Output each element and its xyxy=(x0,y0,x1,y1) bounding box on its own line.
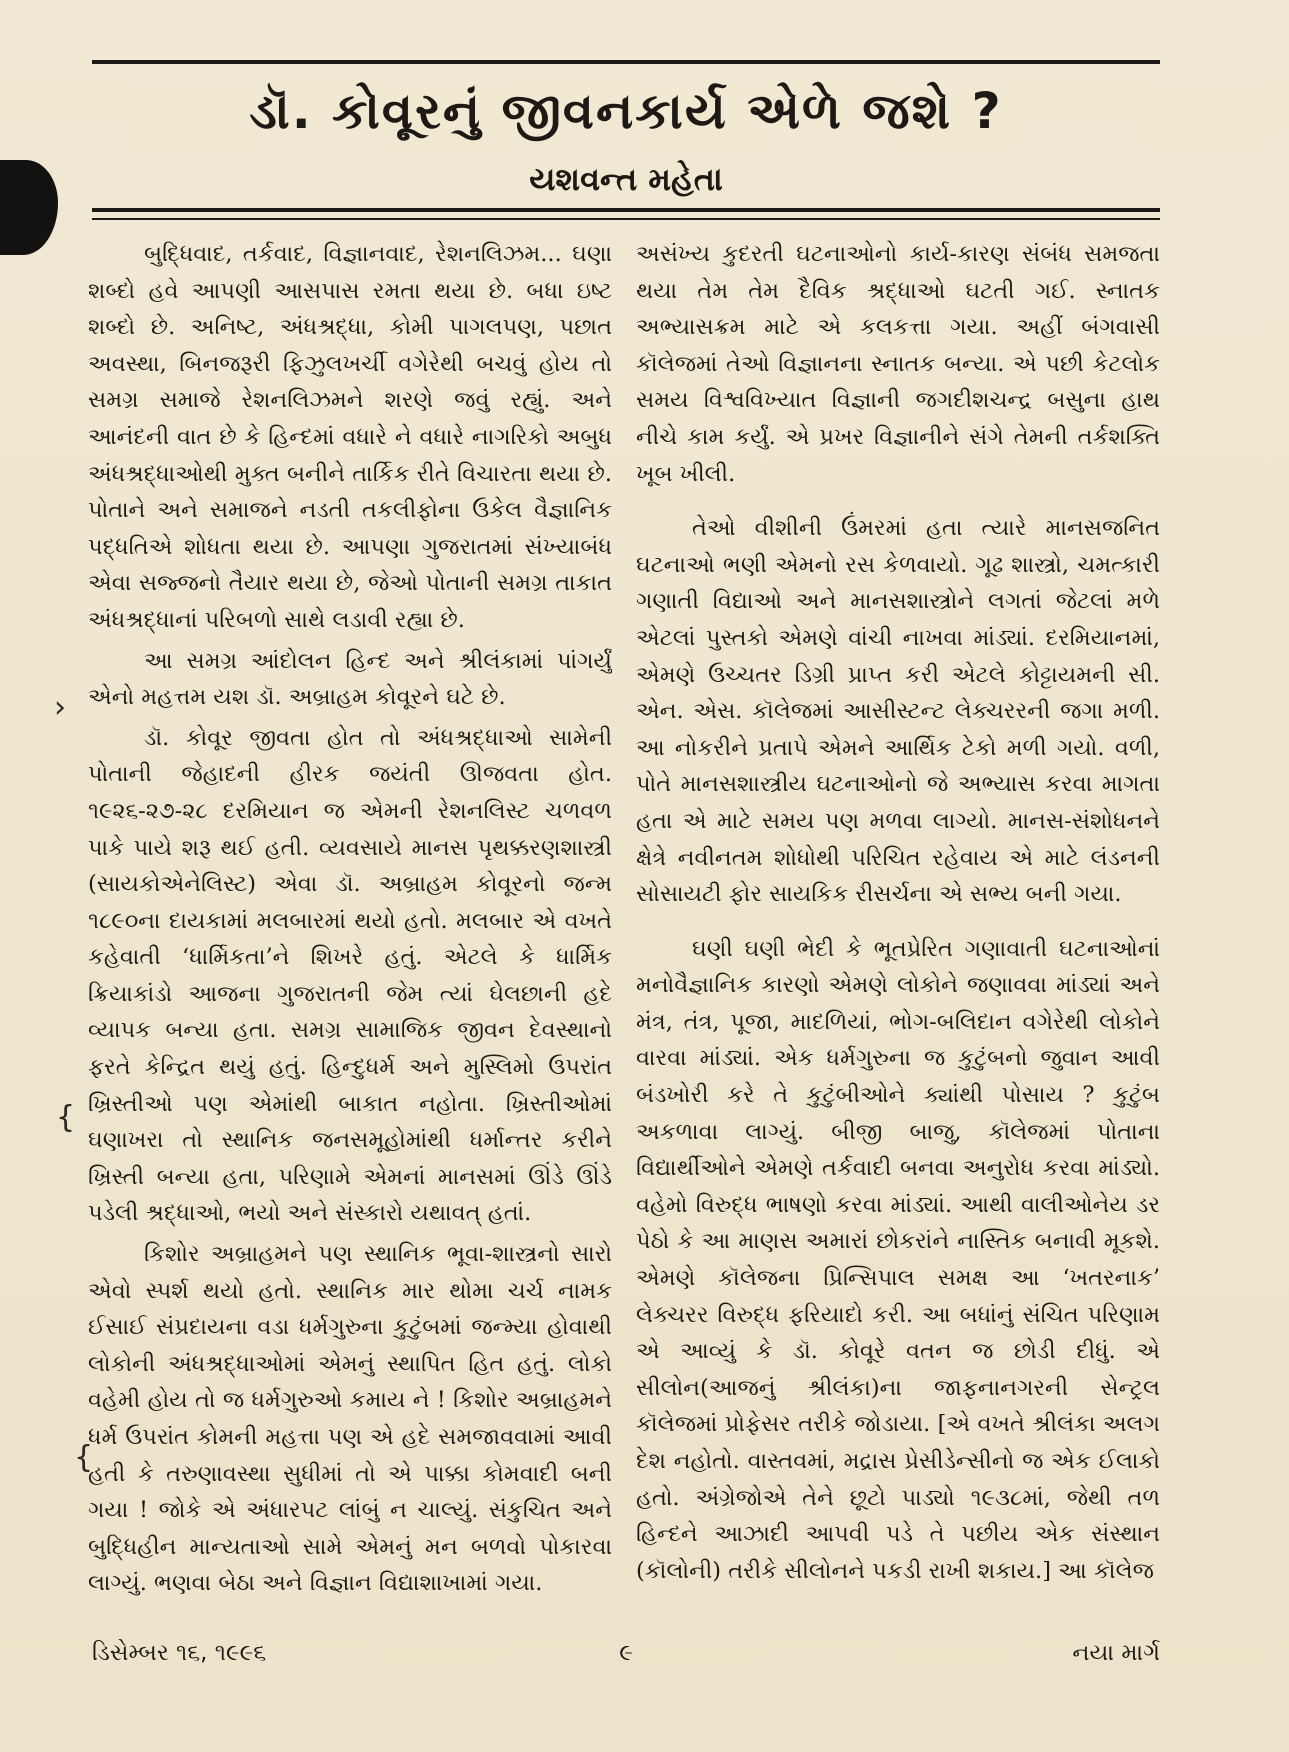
paragraph: તેઓ વીશીની ઉંમરમાં હતા ત્યારે માનસજનિત ઘટનાઓ ભણી એમનો રસ કેળવાયો. ગૂઢ શાસ્ત્રો, ચમત્કારી ગણાતી વિદ્યાઓ અને માનસશાસ્ત્રોને લગતાં જેટલાં મળે એટલાં પુસ્તકો એમણે વાંચી નાખવા માંડ્યાં. દરમિયાનમાં, એમણે ઉચ્ચતર ડિગ્રી પ્રાપ્ત કરી એટલે કોટ્ટાયમની સી. એન. એસ. કૉલેજમાં આસીસ્ટન્ટ લેક્ચરરની જગા મળી. આ નોકરીને પ્રતાપે એમને આર્થિક ટેકો મળી ગયો. વળી, પોતે માનસશાસ્ત્રીય ઘટનાઓનો જે અભ્યાસ કરવા માગતા હતા એ માટે સમય પણ મળવા લાગ્યો. માનસ-સંશોધનને ક્ષેત્રે નવીનતમ શોધોથી પરિચિત રહેવાય એ માટે લંડનની સોસાયટી ફોર સાયકિક રીસર્ચના એ સભ્ય બની ગયા. xyxy=(636,515,1160,908)
pencil-margin-bracket: { xyxy=(74,1440,94,1475)
page-footer xyxy=(92,1640,1160,1680)
pencil-margin-bracket: { xyxy=(56,1100,76,1135)
left-column xyxy=(88,236,612,1626)
footer-page-number: ૯ xyxy=(619,1640,633,1666)
paragraph: આ સમગ્ર આંદોલન હિન્દ અને શ્રીલંકામાં પાંગર્યું એનો મહત્તમ યશ ડૉ. અબ્રાહમ કોવૂરને ઘટે છે. xyxy=(88,647,612,711)
paragraph: ઘણી ઘણી ભેદી કે ભૂતપ્રેરિત ગણાવાતી ઘટનાઓનાં મનોવૈજ્ઞાનિક કારણો એમણે લોકોને જણાવવા માંડ્યાં અને મંત્ર, તંત્ર, પૂજા, માદળિયાં, ભોગ-બલિદાન વગેરેથી લોકોને વારવા માંડ્યાં. એક ધર્મગુરુના જ કુટુંબનો જુવાન આવી બંડખોરી કરે તે કુટુંબીઓને ક્યાંથી પોસાય ? કુટુંબ અકળાવા લાગ્યું. બીજી બાજુ, કૉલેજમાં પોતાના વિદ્યાર્થીઓને એમણે તર્કવાદી બનવા અનુરોધ કરવા માંડ્યો. વહેમો વિરુદ્ધ ભાષણો કરવા માંડ્યાં. આથી વાલીઓનેય ડર પેઠો કે આ માણસ અમારાં છોકરાંને નાસ્તિક બનાવી મૂકશે. એમણે કૉલેજના પ્રિન્સિપાલ સમક્ષ આ ‘ખતરનાક’ લેક્ચરર વિરુદ્ધ ફરિયાદો કરી. આ બધાંનું સંચિત પરિણામ એ આવ્યું કે ડૉ. કોવૂરે વતન જ છોડી દીધું. એ સીલોન(આજનું શ્રીલંકા)ના જાફનાનગરની સેન્ટ્રલ કૉલેજમાં પ્રોફેસર તરીકે જોડાયા. [એ વખતે શ્રીલંકા અલગ દેશ નહોતો. વાસ્તવમાં, મદ્રાસ પ્રેસીડેન્સીનો જ એક ઈલાકો હતો. અંગ્રેજોએ તેને છૂટો પાડ્યો ૧૯૩૮માં, જેથી તળ હિન્દને આઝાદી આપવી પડે તે પછીય એક સંસ્થાન (કૉલોની) તરીકે સીલોનને પકડી રાખી શકાય.] આ કૉલેજ xyxy=(636,935,1160,1584)
header-rule xyxy=(92,208,1160,212)
header-rule-thin xyxy=(92,218,1160,220)
footer-publication: નયા માર્ગ xyxy=(1072,1640,1160,1666)
paragraph: બુદ્ધિવાદ, તર્કવાદ, વિજ્ઞાનવાદ, રેશનલિઝમ... ઘણા શબ્દો હવે આપણી આસપાસ રમતા થયા છે. બધા ઇષ્ટ શબ્દો છે. અનિષ્ટ, અંધશ્રદ્ધા, કોમી પાગલપણ, પછાત અવસ્થા, બિનજરૂરી ફિઝુલખર્ચી વગેરેથી બચવું હોય તો સમગ્ર સમાજે રેશનલિઝમને શરણે જવું રહ્યું. અને આનંદની વાત છે કે હિન્દમાં વધારે ને વધારે નાગરિકો અબુધ અંધશ્રદ્ધાઓથી મુક્ત બનીને તાર્કિક રીતે વિચારતા થયા છે. પોતાને અને સમાજને નડતી તકલીફોના ઉકેલ વૈજ્ઞાનિક પદ્ધતિએ શોધતા થયા છે. આપણા ગુજરાતમાં સંખ્યાબંધ એવા સજ્જનો તૈયાર થયા છે, જેઓ પોતાની સમગ્ર તાકાત અંધશ્રદ્ધાનાં પરિબળો સાથે લડાવી રહ્યા છે. xyxy=(88,241,612,633)
paragraph: કિશોર અબ્રાહમને પણ સ્થાનિક ભૂવા-શાસ્ત્રનો સારો એવો સ્પર્શ થયો હતો. સ્થાનિક માર થોમા ચર્ચ નામક ઈસાઈ સંપ્રદાયના વડા ધર્મગુરુના કુટુંબમાં જન્મ્યા હોવાથી લોકોની અંધશ્રદ્ધાઓમાં એમનું સ્થાપિત હિત હતું. લોકો વહેમી હોય તો જ ધર્મગુરુઓ કમાય ને ! કિશોર અબ્રાહમને ધર્મ ઉપરાંત કોમની મહત્તા પણ એ હદે સમજાવવામાં આવી હતી કે તરુણાવસ્થા સુધીમાં તો એ પાક્કા કોમવાદી બની ગયા ! જોકે એ અંધારપટ લાંબું ન ચાલ્યું. સંકુચિત અને બુદ્ધિહીન માન્યતાઓ સામે એમનું મન બળવો પોકારવા લાગ્યું. ભણવા બેઠા અને વિજ્ઞાન વિદ્યાશાખામાં ગયા. xyxy=(88,1241,612,1597)
paragraph: અસંખ્ય કુદરતી ઘટનાઓનો કાર્ય-કારણ સંબંધ સમજતા થયા તેમ તેમ દૈવિક શ્રદ્ધાઓ ઘટતી ગઈ. સ્નાતક અભ્યાસક્રમ માટે એ કલકત્તા ગયા. અહીં બંગવાસી કૉલેજમાં તેઓ વિજ્ઞાનના સ્નાતક બન્યા. એ પછી કેટલોક સમય વિશ્વવિખ્યાત વિજ્ઞાની જગદીશચન્દ્ર બસુના હાથ નીચે કામ કર્યું. એ પ્રખર વિજ્ઞાનીને સંગે તેમની તર્કશક્તિ ખૂબ ખીલી. xyxy=(636,241,1160,487)
article-author: યશવન્ત મહેતા xyxy=(529,160,723,198)
pencil-margin-mark: › xyxy=(54,690,66,725)
right-column xyxy=(636,236,1160,1626)
ink-blot-mark xyxy=(0,160,58,255)
top-rule xyxy=(92,60,1160,64)
article-title: ડૉ. કોવૂરનું જીવનકાર્ય એળે જશે ? xyxy=(249,82,1003,140)
paragraph: ડૉ. કોવૂર જીવતા હોત તો અંધશ્રદ્ધાઓ સામેની પોતાની જેહાદની હીરક જયંતી ઊજવતા હોત. ૧૯૨૬-૨૭-૨૮ દરમિયાન જ એમની રેશનલિસ્ટ ચળવળ પાકે પાયે શરૂ થઈ હતી. વ્યવસાયે માનસ પૃથક્કરણશાસ્ત્રી (સાયકોએનેલિસ્ટ) એવા ડૉ. અબ્રાહમ કોવૂરનો જન્મ ૧૮૯૦ના દાયકામાં મલબારમાં થયો હતો. મલબાર એ વખતે કહેવાતી ‘ધાર્મિકતા’ને શિખરે હતું. એટલે કે ધાર્મિક ક્રિયાકાંડો આજના ગુજરાતની જેમ ત્યાં ઘેલછાની હદે વ્યાપક બન્યા હતા. સમગ્ર સામાજિક જીવન દેવસ્થાનો ફરતે કેન્દ્રિત થયું હતું. હિન્દુધર્મ અને મુસ્લિમો ઉપરાંત ખ્રિસ્તીઓ પણ એમાંથી બાકાત નહોતા. ખ્રિસ્તીઓમાં ઘણાખરા તો સ્થાનિક જનસમૂહોમાંથી ધર્માન્તર કરીને ખ્રિસ્તી બન્યા હતા, પરિણામે એમનાં માનસમાં ઊંડે ઊંડે પડેલી શ્રદ્ધાઓ, ભયો અને સંસ્કારો યથાવત્ હતાં. xyxy=(88,724,612,1227)
footer-date: ડિસેમ્બર ૧૬, ૧૯૯૬ xyxy=(92,1640,267,1666)
